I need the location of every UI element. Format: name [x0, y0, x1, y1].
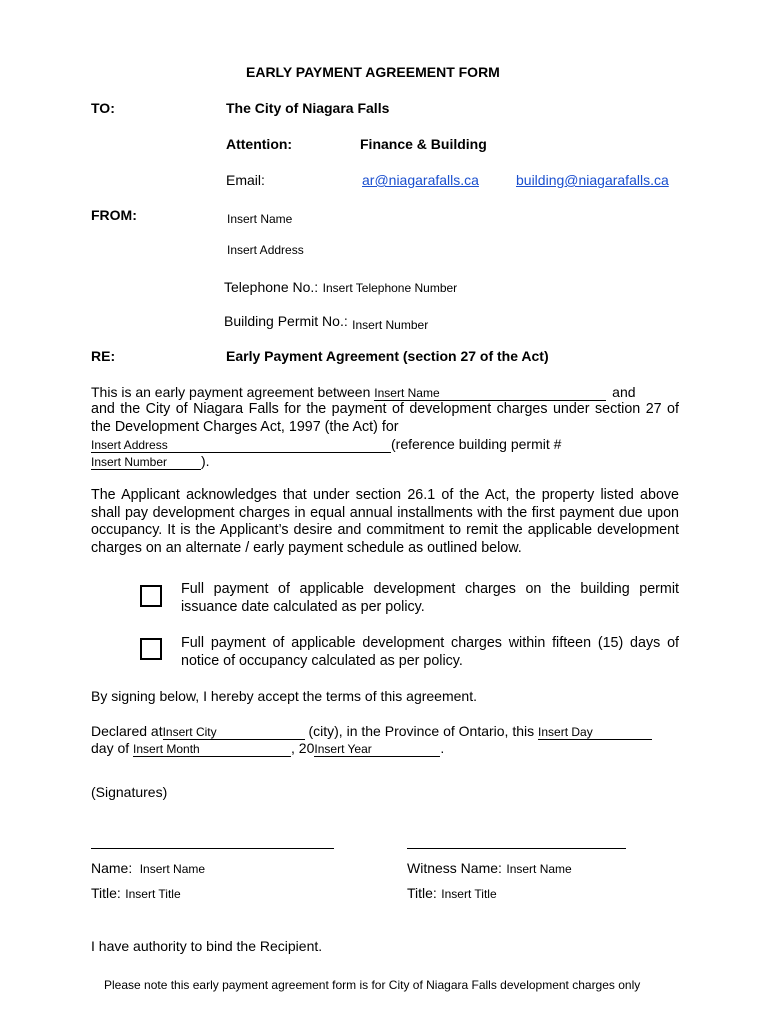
declared-text-5: .: [440, 740, 445, 756]
permit-field[interactable]: Insert Number: [352, 318, 429, 332]
email-link-ar[interactable]: ar@niagarafalls.ca: [362, 172, 479, 188]
re-label: RE:: [91, 348, 116, 364]
witness-title-row: [407, 885, 497, 903]
permit-number-field[interactable]: Insert Number: [91, 456, 201, 470]
signer-title-field[interactable]: Insert Title: [125, 887, 181, 901]
witness-title-label: Title:: [407, 885, 437, 901]
intro-text-2: and the City of Niagara Falls for the payment of development charges under section 27 of the Development Charges Act, 1997 (the Act) for: [91, 401, 679, 435]
email-link-building[interactable]: building@niagarafalls.ca: [516, 172, 669, 188]
from-name-field[interactable]: Insert Name: [227, 212, 293, 226]
accept-text: By signing below, I hereby accept the terms of this agreement.: [91, 688, 477, 704]
declared-text-2: (city), in the Province of Ontario, this: [308, 723, 535, 739]
witness-name-row: [407, 860, 572, 878]
signer-name-field[interactable]: Insert Name: [139, 862, 206, 876]
declared-text-1: Declared at: [91, 723, 163, 739]
signer-name-row: [91, 860, 205, 878]
telephone-field[interactable]: Insert Telephone Number: [322, 281, 458, 295]
option-1-checkbox[interactable]: [140, 585, 162, 607]
re-subject: Early Payment Agreement (section 27 of the Act): [226, 348, 549, 364]
intro-text-1: This is an early payment agreement between: [91, 384, 371, 400]
signatures-label: (Signatures): [91, 784, 168, 800]
property-address-field[interactable]: Insert Address: [91, 439, 391, 453]
telephone-label: Telephone No.:: [224, 279, 319, 295]
applicant-name-field[interactable]: Insert Name: [374, 387, 606, 401]
to-label: TO:: [91, 100, 115, 116]
intro-line-5: [91, 453, 210, 470]
signer-title-label: Title:: [91, 885, 121, 901]
permit-row: [224, 313, 428, 331]
acknowledgement-text: The Applicant acknowledges that under section 26.1 of the Act, the property listed above shall pay development charges in equal annual installments with the first payment due upon occupancy. It is the Applicant’s desire and commitment to remit the applicable development charges on an alternate / early payment schedule as outlined below.: [91, 487, 679, 556]
declared-text-3: day of: [91, 740, 130, 756]
permit-label: Building Permit No.:: [224, 313, 348, 329]
attention-label: Attention:: [226, 136, 293, 152]
year-field[interactable]: Insert Year: [314, 743, 440, 757]
month-field[interactable]: Insert Month: [133, 743, 291, 757]
footer-note: Please note this early payment agreement form is for City of Niagara Falls development charges only: [104, 978, 641, 992]
day-field[interactable]: Insert Day: [538, 726, 652, 740]
declared-text-4: , 20: [291, 740, 315, 756]
from-label: FROM:: [91, 207, 137, 223]
witness-signature-line[interactable]: [407, 848, 626, 849]
telephone-row: [224, 279, 457, 297]
witness-name-field[interactable]: Insert Name: [506, 862, 572, 876]
signer-signature-line[interactable]: [91, 848, 334, 849]
option-2-checkbox[interactable]: [140, 638, 162, 660]
email-label: Email:: [226, 172, 265, 188]
from-address-field[interactable]: Insert Address: [227, 243, 304, 257]
form-title: EARLY PAYMENT AGREEMENT FORM: [246, 64, 500, 80]
signer-name-label: Name:: [91, 860, 133, 876]
intro-text-4: ).: [201, 453, 210, 469]
intro-line-1: This is an early payment agreement between Insert Name and: [91, 384, 636, 400]
recipient-name: The City of Niagara Falls: [226, 100, 390, 116]
attention-value: Finance & Building: [360, 136, 487, 152]
witness-title-field[interactable]: Insert Title: [441, 887, 497, 901]
city-field[interactable]: Insert City: [163, 726, 305, 740]
witness-name-label: Witness Name:: [407, 860, 502, 876]
intro-text-3: (reference building permit #: [391, 436, 562, 452]
option-2-text: Full payment of applicable development charges within fifteen (15) days of notice of occupancy calculated as per policy.: [181, 635, 679, 669]
authority-text: I have authority to bind the Recipient.: [91, 938, 323, 954]
option-1-text: Full payment of applicable development charges on the building permit issuance date calculated as per policy.: [181, 581, 679, 615]
signer-title-row: [91, 885, 181, 903]
declared-line-2: [91, 740, 444, 757]
declared-line-1: [91, 723, 652, 740]
intro-line-4: [91, 436, 561, 453]
